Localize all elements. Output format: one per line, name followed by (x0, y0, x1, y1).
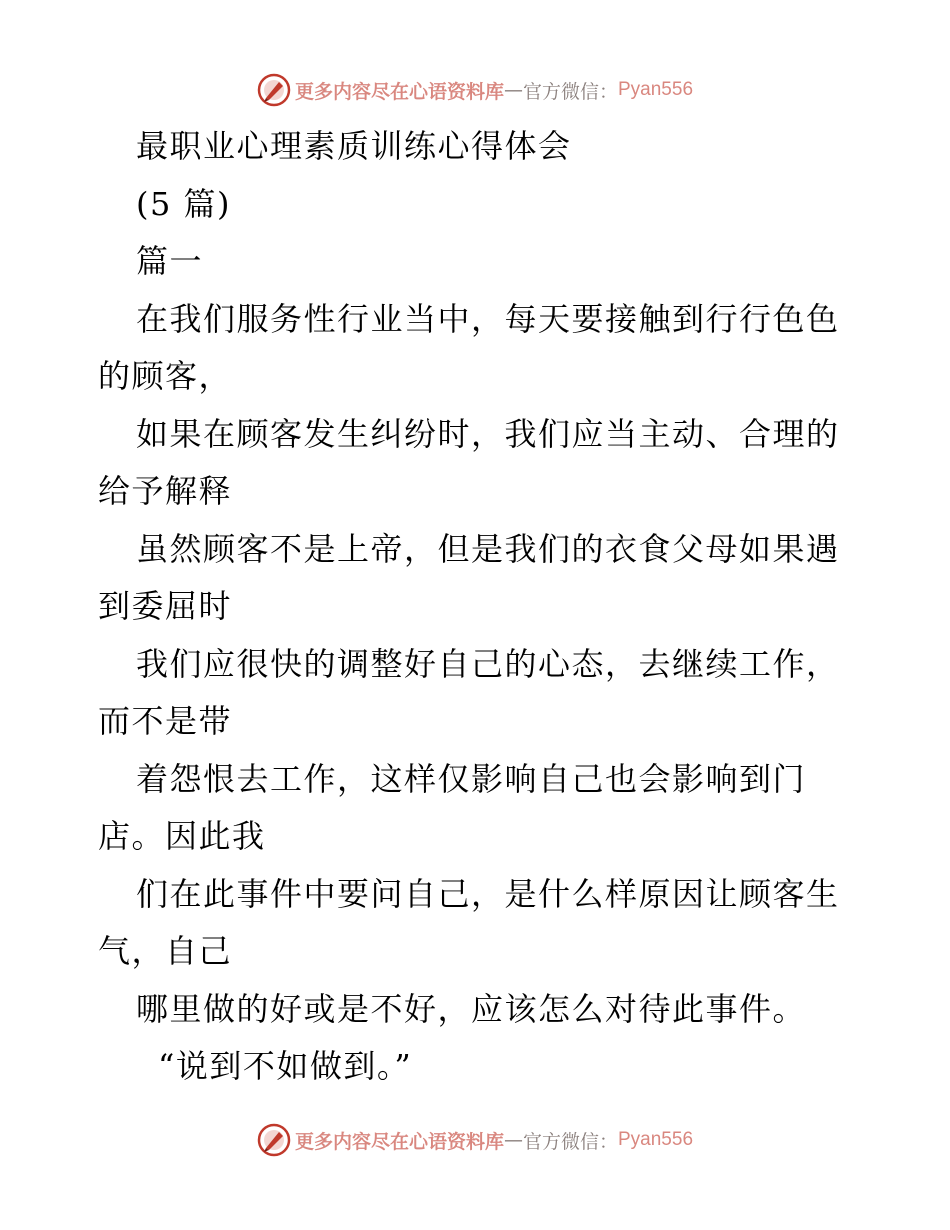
paragraph-line: 在我们服务性行业当中，每天要接触到行行色色 (136, 299, 840, 338)
banner-wechat-id: Pyan556 (618, 79, 694, 100)
paragraph-line: 店。因此我 (98, 817, 266, 855)
document-subtitle: (5 篇) (136, 184, 232, 223)
pen-nib-logo-icon (257, 73, 291, 107)
section-heading: 篇一 (136, 242, 204, 280)
banner-site-text: 更多内容尽在心语资料库 (294, 80, 504, 103)
paragraph-line: 到委屈时 (98, 587, 233, 625)
banner-dash: — (503, 1129, 523, 1151)
paragraph-line: 的顾客， (98, 357, 233, 395)
paragraph-line: 着怨恨去工作，这样仅影响自己也会影响到门 (136, 759, 807, 798)
header-banner (0, 70, 950, 110)
paragraph-line: 哪里做的好或是不好，应该怎么对待此事件。 (136, 989, 807, 1028)
paragraph-line: 给予解释 (98, 472, 233, 510)
quote-line: “说到不如做到。” (158, 1047, 413, 1085)
banner-wechat-label: 官方微信： (522, 1130, 618, 1153)
paragraph-line: 们在此事件中要问自己，是什么样原因让顾客生 (136, 874, 840, 913)
banner-site-text: 更多内容尽在心语资料库 (294, 1130, 504, 1153)
paragraph-line: 而不是带 (98, 702, 233, 740)
banner-wechat-label: 官方微信： (522, 80, 618, 103)
paragraph-line: 气，自己 (98, 932, 233, 970)
pen-nib-logo-icon (257, 1123, 291, 1157)
document-body (98, 118, 858, 1096)
paragraph-line: 虽然顾客不是上帝，但是我们的衣食父母如果遇 (136, 529, 840, 568)
banner-wechat-id: Pyan556 (618, 1129, 694, 1150)
banner-dash: — (503, 79, 523, 101)
document-title: 最职业心理素质训练心得体会 (136, 127, 572, 165)
footer-banner (0, 1120, 950, 1160)
paragraph-line: 如果在顾客发生纠纷时，我们应当主动、合理的 (136, 414, 840, 453)
paragraph-line: 我们应很快的调整好自己的心态，去继续工作， (136, 644, 840, 683)
